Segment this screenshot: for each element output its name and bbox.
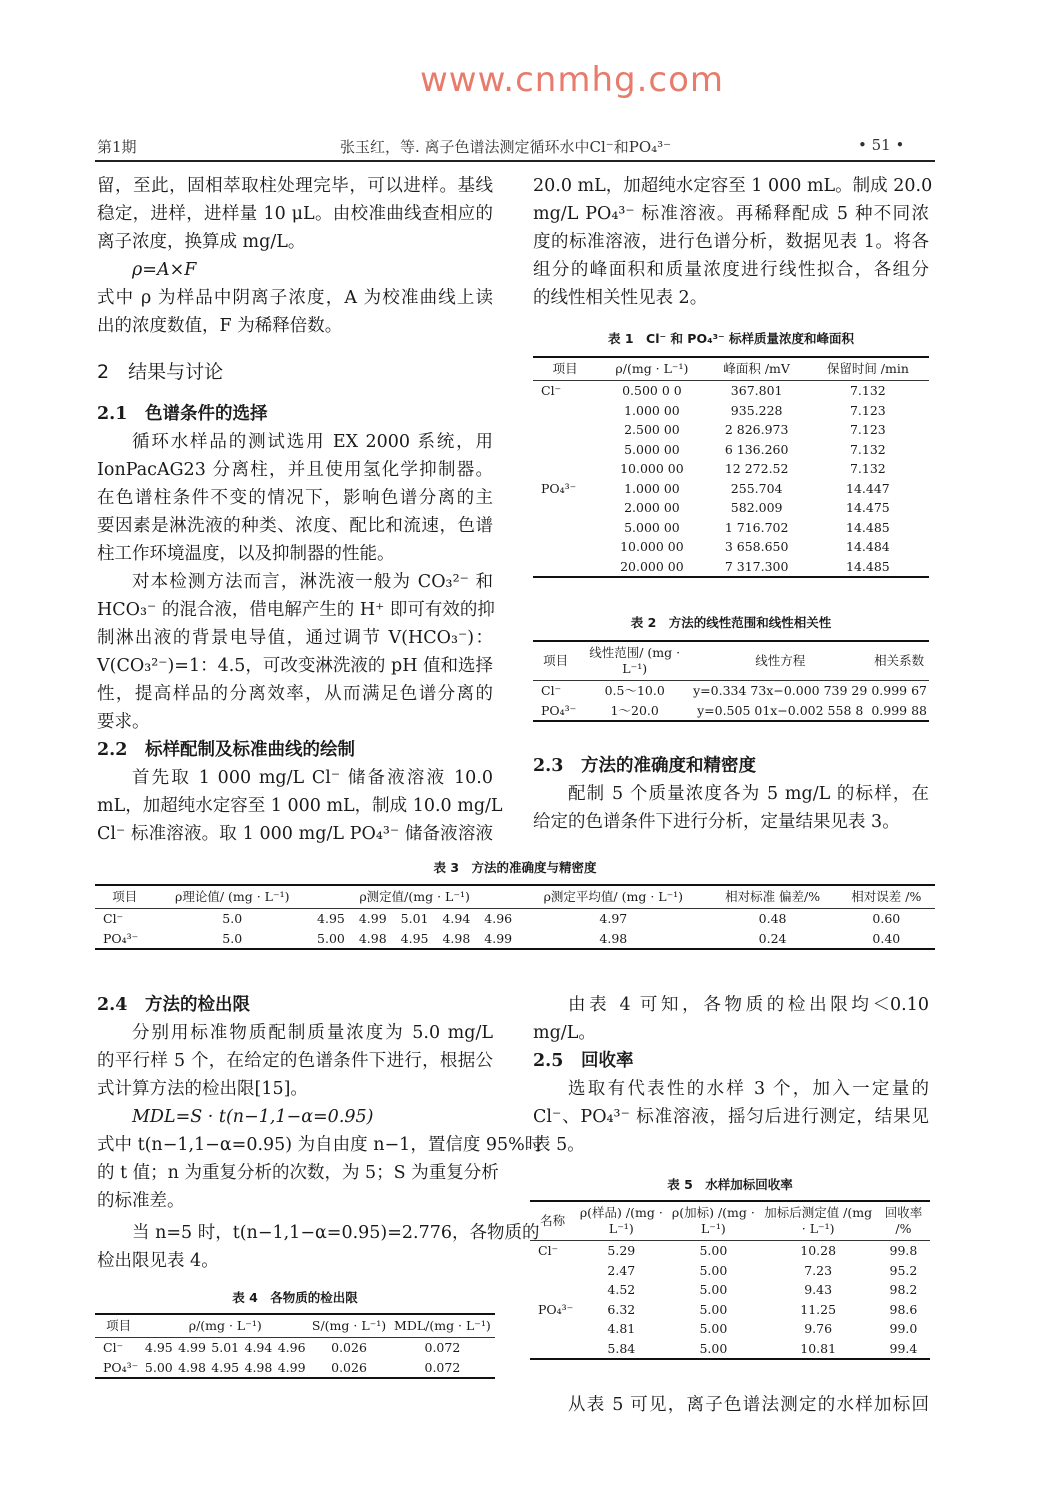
table-row — [533, 459, 929, 479]
table-cell: 4.98 — [358, 930, 387, 946]
column-header: S/(mg · L⁻¹) — [308, 1314, 390, 1338]
table-cell: 4.99 — [358, 911, 387, 926]
watermark: www.cnmhg.com — [420, 60, 725, 100]
table-cell: 12 272.52 — [724, 461, 789, 476]
table-cell: 2 826.973 — [724, 422, 789, 437]
table-4-caption: 表 4 各物质的检出限 — [232, 1290, 358, 1305]
text-line: mL，加超纯水定容至 1 000 mL，制成 10.0 mg/L — [97, 796, 503, 816]
table-cell: 5.29 — [607, 1243, 636, 1258]
table-cell: 20.000 00 — [620, 558, 684, 574]
table-cell: 0.24 — [758, 930, 787, 946]
table-cell: 5.01 — [400, 911, 429, 926]
table-4 — [95, 1313, 495, 1379]
text-line: 循环水样品的测试选用 EX 2000 系统，用 — [132, 432, 493, 452]
table-cell: 0.026 — [331, 1340, 367, 1355]
table-cell: 5.0 — [222, 911, 243, 926]
text-line: 式中 ρ 为样品中阴离子浓度，A 为校准曲线上读 — [97, 288, 493, 308]
table-cell: 0.500 0 0 — [622, 383, 682, 398]
table-cell: Cl⁻ — [103, 911, 124, 926]
text-line: 式中 t(n−1,1−α=0.95) 为自由度 n−1，置信度 95%时 — [97, 1135, 543, 1155]
table-row — [95, 1358, 495, 1379]
table-cell: 1 716.702 — [724, 519, 789, 535]
table-1 — [533, 356, 929, 578]
table-cell: 10.000 00 — [620, 461, 684, 476]
text-line: IonPacAG23 分离柱，并且使用氢化学抑制器。 — [97, 460, 493, 480]
table-cell: 6 136.260 — [724, 441, 789, 457]
text-line: 表 5。 — [533, 1135, 585, 1155]
table-cell: 2.000 00 — [624, 500, 680, 515]
table-cell: 7.23 — [804, 1262, 833, 1278]
right-column-text-4 — [533, 1391, 929, 1419]
section-heading: 2.2 标样配制及标准曲线的绘制 — [97, 740, 355, 760]
table-row — [533, 401, 929, 421]
table-cell: 0.40 — [872, 930, 901, 946]
column-header: ρ测定值/(mg · L⁻¹) — [310, 885, 519, 909]
table-row — [533, 518, 929, 538]
table-cell: 4.96 — [277, 1340, 306, 1355]
table-cell: 1.000 00 — [624, 480, 680, 496]
table-cell: 0.026 — [331, 1359, 367, 1375]
text-line: 检出限见表 4。 — [97, 1251, 219, 1271]
table-cell: 0.999 67 — [871, 683, 927, 698]
text-line: 给定的色谱条件下进行分析，定量结果见表 3。 — [533, 812, 900, 832]
table-cell: 0.5～10.0 — [604, 683, 665, 698]
section-heading: 2.3 方法的准确度和精密度 — [533, 756, 756, 776]
table-cell: 98.2 — [889, 1282, 918, 1297]
table-row — [533, 557, 929, 578]
table-cell — [530, 1319, 575, 1339]
table-cell: Cl⁻ — [541, 683, 562, 698]
table-cell: 935.228 — [730, 402, 783, 418]
text-line: V(CO₃²⁻)=1：4.5，可改变淋洗液的 pH 值和选择 — [97, 656, 494, 676]
table-cell: PO₄³⁻ — [541, 702, 577, 718]
table-cell: 4.94 — [442, 911, 471, 926]
page-number: • 51 • — [858, 136, 905, 154]
table-cell: 4.95 — [211, 1359, 240, 1375]
table-cell: Cl⁻ — [541, 383, 562, 398]
table-cell: Cl⁻ — [103, 1340, 124, 1355]
right-column-text-2 — [533, 752, 929, 836]
table-cell — [533, 557, 597, 578]
left-column-text-4 — [97, 1219, 540, 1275]
table-cell: 4.98 — [178, 1359, 206, 1375]
column-header: MDL/(mg · L⁻¹) — [390, 1314, 495, 1338]
section-heading: 2.4 方法的检出限 — [97, 995, 250, 1015]
text-line: 的 t 值；n 为重复分析的次数，为 5；S 为重复分析 — [97, 1163, 499, 1183]
table-cell: 0.072 — [424, 1359, 461, 1375]
table-cell: 5.00 — [699, 1301, 728, 1317]
text-line: 柱工作环境温度，以及抑制器的性能。 — [97, 544, 395, 564]
table-row — [530, 1300, 930, 1320]
text-line: 20.0 mL，加超纯水定容至 1 000 mL。制成 20.0 — [533, 176, 933, 196]
table-row — [530, 1319, 930, 1339]
text-line: 式计算方法的检出限[15]。 — [97, 1079, 308, 1099]
text-line: 组分的峰面积和质量浓度进行线性拟合，各组分 — [533, 260, 929, 280]
text-line: 的线性相关性见表 2。 — [533, 288, 708, 308]
table-header-row — [533, 641, 929, 681]
column-header: 项目 — [533, 641, 578, 681]
table-cell: y=0.505 01x−0.002 558 8 — [697, 702, 864, 718]
column-header: 相对标准 偏差/% — [708, 885, 838, 909]
table-cell: 4.94 — [244, 1340, 273, 1355]
table-cell: 4.52 — [607, 1282, 636, 1297]
header-rule — [95, 160, 935, 162]
running-title: 张玉红，等. 离子色谱法测定循环水中Cl⁻和PO₄³⁻ — [340, 138, 672, 156]
section-heading-results — [97, 358, 493, 386]
table-row — [95, 1338, 495, 1358]
table-cell: 5.000 00 — [624, 441, 680, 457]
table-1-caption: 表 1 Cl⁻ 和 PO₄³⁻ 标样质量浓度和峰面积 — [608, 331, 854, 346]
column-header: 项目 — [533, 357, 597, 381]
table-cell: 6.32 — [607, 1301, 636, 1317]
table-cell: 98.6 — [889, 1301, 918, 1317]
table-cell: 4.81 — [607, 1321, 636, 1336]
table-cell: 99.0 — [889, 1321, 918, 1336]
table-cell: 99.4 — [889, 1340, 918, 1356]
table-cell: 4.99 — [484, 930, 513, 946]
table-cell: 5.00 — [699, 1340, 728, 1356]
table-cell: 14.484 — [846, 539, 890, 554]
table-cell: 2.47 — [607, 1262, 636, 1278]
table-row — [533, 701, 929, 722]
table-cell: 7.132 — [849, 461, 886, 476]
text-line: Cl⁻ 标准溶液。取 1 000 mg/L PO₄³⁻ 储备液溶液 — [97, 824, 493, 844]
table-row — [530, 1339, 930, 1360]
left-column-text-2 — [97, 400, 503, 848]
table-cell — [530, 1261, 575, 1281]
table-cell: 14.485 — [846, 519, 890, 535]
table-cell — [533, 459, 597, 479]
table-cell: 11.25 — [800, 1301, 837, 1317]
table-header-row — [95, 1314, 495, 1338]
text-line: 分别用标准物质配制质量浓度为 5.0 mg/L — [132, 1023, 493, 1043]
table-row — [533, 440, 929, 460]
table-cell: 95.2 — [889, 1262, 918, 1278]
table-cell — [530, 1339, 575, 1360]
table-cell: 10.28 — [800, 1243, 837, 1258]
table-cell — [533, 518, 597, 538]
table-cell: 9.76 — [804, 1321, 833, 1336]
table-cell: 4.99 — [178, 1340, 206, 1355]
table-2-caption: 表 2 方法的线性范围和线性相关性 — [630, 615, 832, 630]
table-row — [533, 381, 929, 401]
table-cell: 14.485 — [846, 558, 890, 574]
table-cell: 5.00 — [699, 1282, 728, 1297]
column-header: 项目 — [95, 1314, 142, 1338]
table-cell: 4.98 — [442, 930, 471, 946]
text-line: 性，提高样品的分离效率，从而满足色谱分离的 — [97, 684, 493, 704]
column-header: 线性方程 — [691, 641, 869, 681]
table-cell: 9.43 — [804, 1282, 833, 1297]
table-cell: 0.60 — [872, 911, 901, 926]
table-row — [533, 420, 929, 440]
table-cell: 5.00 — [699, 1243, 728, 1258]
text-line: 出的浓度数值，F 为稀释倍数。 — [97, 316, 343, 336]
table-cell: 5.0 — [222, 930, 243, 946]
table-cell: 99.8 — [889, 1243, 918, 1258]
table-cell: PO₄³⁻ — [103, 930, 139, 946]
table-3-caption: 表 3 方法的准确度与精密度 — [433, 860, 597, 875]
table-cell: 0.072 — [424, 1340, 461, 1355]
table-cell — [530, 1280, 575, 1300]
table-cell: 5.01 — [211, 1340, 240, 1355]
table-cell: 10.81 — [800, 1340, 837, 1356]
table-cell: 1.000 00 — [624, 402, 680, 418]
column-header: 加标后测定值 /(mg · L⁻¹) — [759, 1201, 877, 1241]
table-cell: y=0.334 73x−0.000 739 29 — [693, 683, 868, 698]
table-cell: 4.96 — [484, 911, 513, 926]
column-header: 保留时间 /min — [807, 357, 929, 381]
text-line: 从表 5 可见，离子色谱法测定的水样加标回 — [568, 1395, 929, 1415]
table-cell: 0.999 88 — [871, 702, 927, 718]
text-line: 留，至此，固相萃取柱处理完毕，可以进样。基线 — [97, 176, 493, 196]
table-cell: 7.132 — [849, 441, 886, 457]
table-cell — [533, 420, 597, 440]
table-cell: 5.000 00 — [624, 519, 680, 535]
table-row — [95, 929, 935, 950]
column-header: ρ/(mg · L⁻¹) — [597, 357, 706, 381]
table-header-row — [530, 1201, 930, 1241]
table-5-caption: 表 5 水样加标回收率 — [667, 1177, 793, 1192]
text-line: HCO₃⁻ 的混合液，借电解产生的 H⁺ 即可有效的抑 — [97, 600, 495, 620]
text-line: 要因素是淋洗液的种类、浓度、配比和流速，色谱 — [97, 516, 493, 536]
table-cell: 4.95 — [144, 1340, 173, 1355]
column-header: 名称 — [530, 1201, 575, 1241]
table-cell — [533, 401, 597, 421]
table-cell: 4.97 — [599, 911, 628, 926]
left-column-text-1 — [97, 172, 493, 340]
table-5 — [530, 1200, 930, 1360]
column-header: ρ/(mg · L⁻¹) — [142, 1314, 308, 1338]
table-3 — [95, 884, 935, 950]
text-line: 配制 5 个质量浓度各为 5 mg/L 的标样，在 — [568, 784, 929, 804]
table-cell: 5.00 — [699, 1321, 728, 1336]
table-cell: 582.009 — [730, 500, 783, 515]
table-cell — [533, 440, 597, 460]
table-cell: 4.95 — [400, 930, 429, 946]
text-line: 要求。 — [97, 712, 150, 732]
text-line: mg/L PO₄³⁻ 标准溶液。再稀释配成 5 种不同浓 — [533, 204, 929, 224]
table-cell: 255.704 — [730, 480, 783, 496]
table-cell: 10.000 00 — [620, 539, 684, 554]
table-row — [95, 909, 935, 929]
column-header: ρ测定平均值/ (mg · L⁻¹) — [519, 885, 707, 909]
section-heading: 2 结果与讨论 — [97, 361, 224, 383]
table-row — [530, 1261, 930, 1281]
text-line: 的标准差。 — [97, 1191, 185, 1211]
section-heading: 2.1 色谱条件的选择 — [97, 404, 268, 424]
text-line: 在色谱柱条件不变的情况下，影响色谱分离的主 — [97, 488, 493, 508]
left-column-text-3 — [97, 991, 543, 1215]
table-cell: 367.801 — [730, 383, 783, 398]
text-line: 稳定，进样，进样量 10 μL。由校准曲线查相应的 — [97, 204, 493, 224]
table-cell: 2.500 00 — [624, 422, 680, 437]
table-cell: PO₄³⁻ — [541, 480, 577, 496]
text-line: 选取有代表性的水样 3 个，加入一定量的 — [568, 1079, 929, 1099]
table-cell: 5.00 — [699, 1262, 728, 1278]
formula: ρ=A×F — [132, 260, 197, 280]
text-line: 度的标准溶液，进行色谱分析，数据见表 1。将各 — [533, 232, 929, 252]
column-header: 相对误差 /% — [838, 885, 935, 909]
journal-issue: 第1期 — [97, 138, 137, 156]
text-line: 的平行样 5 个，在给定的色谱条件下进行，根据公 — [97, 1051, 493, 1071]
table-row — [530, 1241, 930, 1261]
column-header: 项目 — [95, 885, 154, 909]
table-cell: 7.123 — [849, 422, 886, 437]
table-cell: 3 658.650 — [724, 539, 789, 554]
text-line: 首先取 1 000 mg/L Cl⁻ 储备液溶液 10.0 — [132, 768, 493, 788]
table-2 — [533, 640, 929, 722]
table-cell — [533, 498, 597, 518]
table-cell: Cl⁻ — [538, 1243, 559, 1258]
table-cell: PO₄³⁻ — [103, 1359, 139, 1375]
table-cell: 14.475 — [846, 500, 890, 515]
table-row — [533, 479, 929, 499]
text-line: 当 n=5 时，t(n−1,1−α=0.95)=2.776，各物质的 — [132, 1223, 540, 1243]
table-cell: 0.48 — [758, 911, 787, 926]
right-column-text-1 — [533, 172, 933, 312]
column-header: 峰面积 /mV — [707, 357, 807, 381]
text-line: mg/L。 — [533, 1023, 596, 1043]
column-header: ρ理论值/ (mg · L⁻¹) — [154, 885, 310, 909]
table-header-row — [95, 885, 935, 909]
table-cell: 7 317.300 — [724, 558, 789, 574]
table-cell: 5.00 — [317, 930, 345, 946]
table-cell — [533, 537, 597, 557]
table-cell: PO₄³⁻ — [538, 1301, 574, 1317]
text-line: 对本检测方法而言，淋洗液一般为 CO₃²⁻ 和 — [132, 572, 493, 592]
table-cell: 1～20.0 — [610, 702, 659, 718]
text-line: 由表 4 可知，各物质的检出限均＜0.10 — [568, 995, 929, 1015]
table-row — [530, 1280, 930, 1300]
column-header: 回收率 /% — [877, 1201, 930, 1241]
table-row — [533, 681, 929, 701]
table-header-row — [533, 357, 929, 381]
column-header: ρ(样品) /(mg · L⁻¹) — [575, 1201, 667, 1241]
table-row — [533, 537, 929, 557]
table-cell: 4.95 — [317, 911, 345, 926]
table-cell: 7.123 — [849, 402, 886, 418]
section-heading: 2.5 回收率 — [533, 1051, 634, 1071]
column-header: 相关系数 — [869, 641, 929, 681]
formula: MDL=S · t(n−1,1−α=0.95) — [132, 1107, 374, 1127]
table-cell: 4.99 — [277, 1359, 306, 1375]
table-cell: 4.98 — [599, 930, 628, 946]
right-column-text-3 — [533, 991, 929, 1159]
table-cell: 4.98 — [244, 1359, 273, 1375]
table-row — [533, 498, 929, 518]
table-cell: 5.00 — [144, 1359, 173, 1375]
table-cell: 14.447 — [846, 480, 890, 496]
column-header: 线性范围/ (mg · L⁻¹) — [578, 641, 691, 681]
table-cell: 5.84 — [607, 1340, 636, 1356]
text-line: 制淋出液的背景电导值，通过调节 V(HCO₃⁻)： — [97, 628, 493, 648]
table-cell: 7.132 — [849, 383, 886, 398]
text-line: Cl⁻、PO₄³⁻ 标准溶液，摇匀后进行测定，结果见 — [533, 1107, 929, 1127]
column-header: ρ(加标) /(mg · L⁻¹) — [667, 1201, 759, 1241]
text-line: 离子浓度，换算成 mg/L。 — [97, 232, 306, 252]
